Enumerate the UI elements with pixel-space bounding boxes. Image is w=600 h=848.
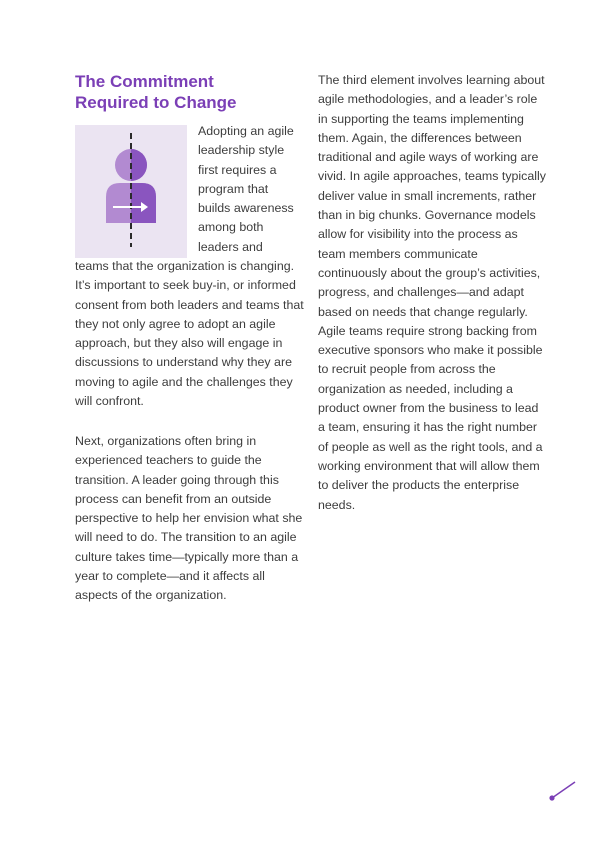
section-title [75,71,305,113]
agile-methodologies-paragraph: The third element involves learning about agile methodologies, and a leader’s role in supporting the teams implementing them. Again, the differences between traditional and agile ways of working are vivid. In agile approaches, teams typically deliver value in small increments, rather than in big chunks. Governance models allow for visibility into the process as team members communicate continuously about the group’s activities, progress, and challenges—and adapt based on needs that change regularly. Agile teams require strong backing from executive sponsors who make it possible to recruit people from across the organization as needed, including a product owner from the business to lead a team, ensuring it has the right number of people as well as the right tools, and a working environment that will allow them to deliver the products the enterprise needs. [318,73,546,512]
person-crossing-line-icon [75,125,187,258]
intro-paragraph-wrapped: Adopting an agile leadership style first requires a program that builds awareness among both leaders and [198,124,294,254]
pen-stroke-icon [544,776,580,811]
title-line-2: Required to Change [75,93,237,112]
intro-paragraph-continued: teams that the organization is changing. It’s important to seek buy-in, or informed consent from both leaders and teams that they not only agree to adopt an agile approach, but they also will engage in discussions to understand why they are moving to agile and the challenges they will confront. [75,259,304,409]
title-line-1: The Commitment [75,72,214,91]
teachers-paragraph: Next, organizations often bring in experienced teachers to guide the transition. A leader going through this process can benefit from an outside perspective to help her envision what she will need to do. The transition to an agile culture takes time—typically more than a year to complete—and it affects all aspects of the organization. [75,434,303,603]
